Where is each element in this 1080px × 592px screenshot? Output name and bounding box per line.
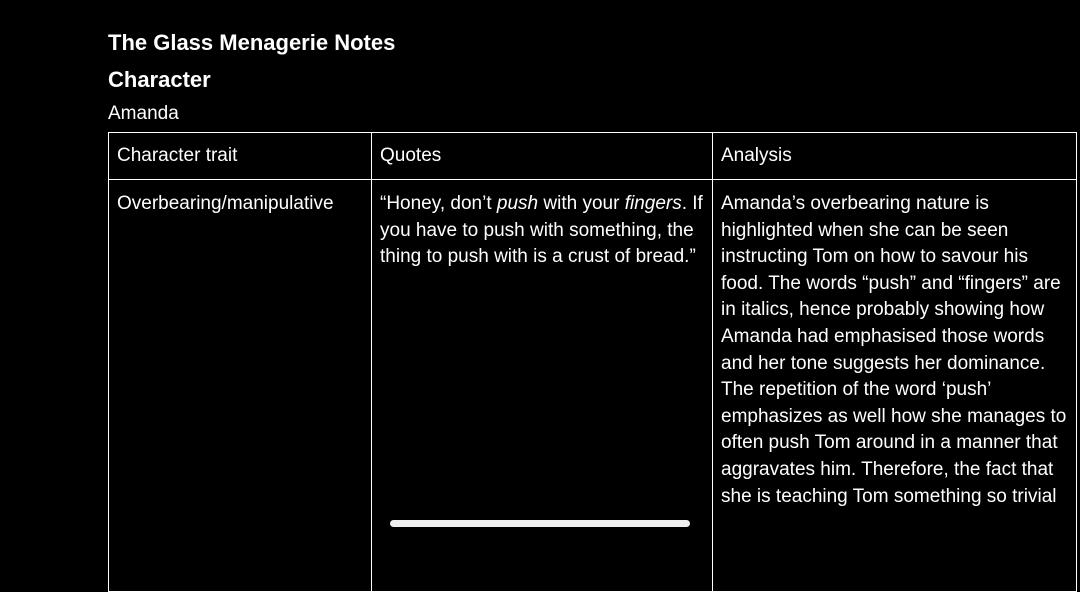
- header-analysis: Analysis: [713, 133, 1077, 180]
- analysis-cell: Amanda’s overbearing nature is highlighted when she can be seen instructing Tom on how to savour his food. The words “push” and “fingers” are in italics, hence probably showing how Amanda had emphasised those words and her tone suggests her dominance. The repetition of the word ‘push’ emphasizes as well how she manages to often push Tom around in a manner that aggravates him. Therefore, the fact that she is teaching Tom something so trivial: [713, 180, 1077, 592]
- trait-cell: Overbearing/manipulative: [109, 180, 372, 592]
- quote-cell: [372, 180, 713, 592]
- header-character-trait: Character trait: [109, 133, 372, 180]
- quote-text: with your: [538, 193, 625, 214]
- home-indicator-bar[interactable]: [390, 520, 690, 527]
- document-title: The Glass Menagerie Notes: [108, 30, 396, 55]
- header-quotes: Quotes: [372, 133, 713, 180]
- section-heading: Character: [108, 67, 211, 92]
- character-subheading: Amanda: [108, 103, 179, 124]
- quote-text: . If you have to push with something, the thing to push with is a crust of bread.”: [380, 193, 703, 268]
- table-header-row: [109, 133, 1077, 180]
- quote-emphasis-push: push: [496, 193, 539, 214]
- quote-text: “Honey, don’t: [380, 193, 497, 214]
- quote-emphasis-fingers: fingers: [624, 193, 682, 214]
- table-row: [109, 180, 1077, 592]
